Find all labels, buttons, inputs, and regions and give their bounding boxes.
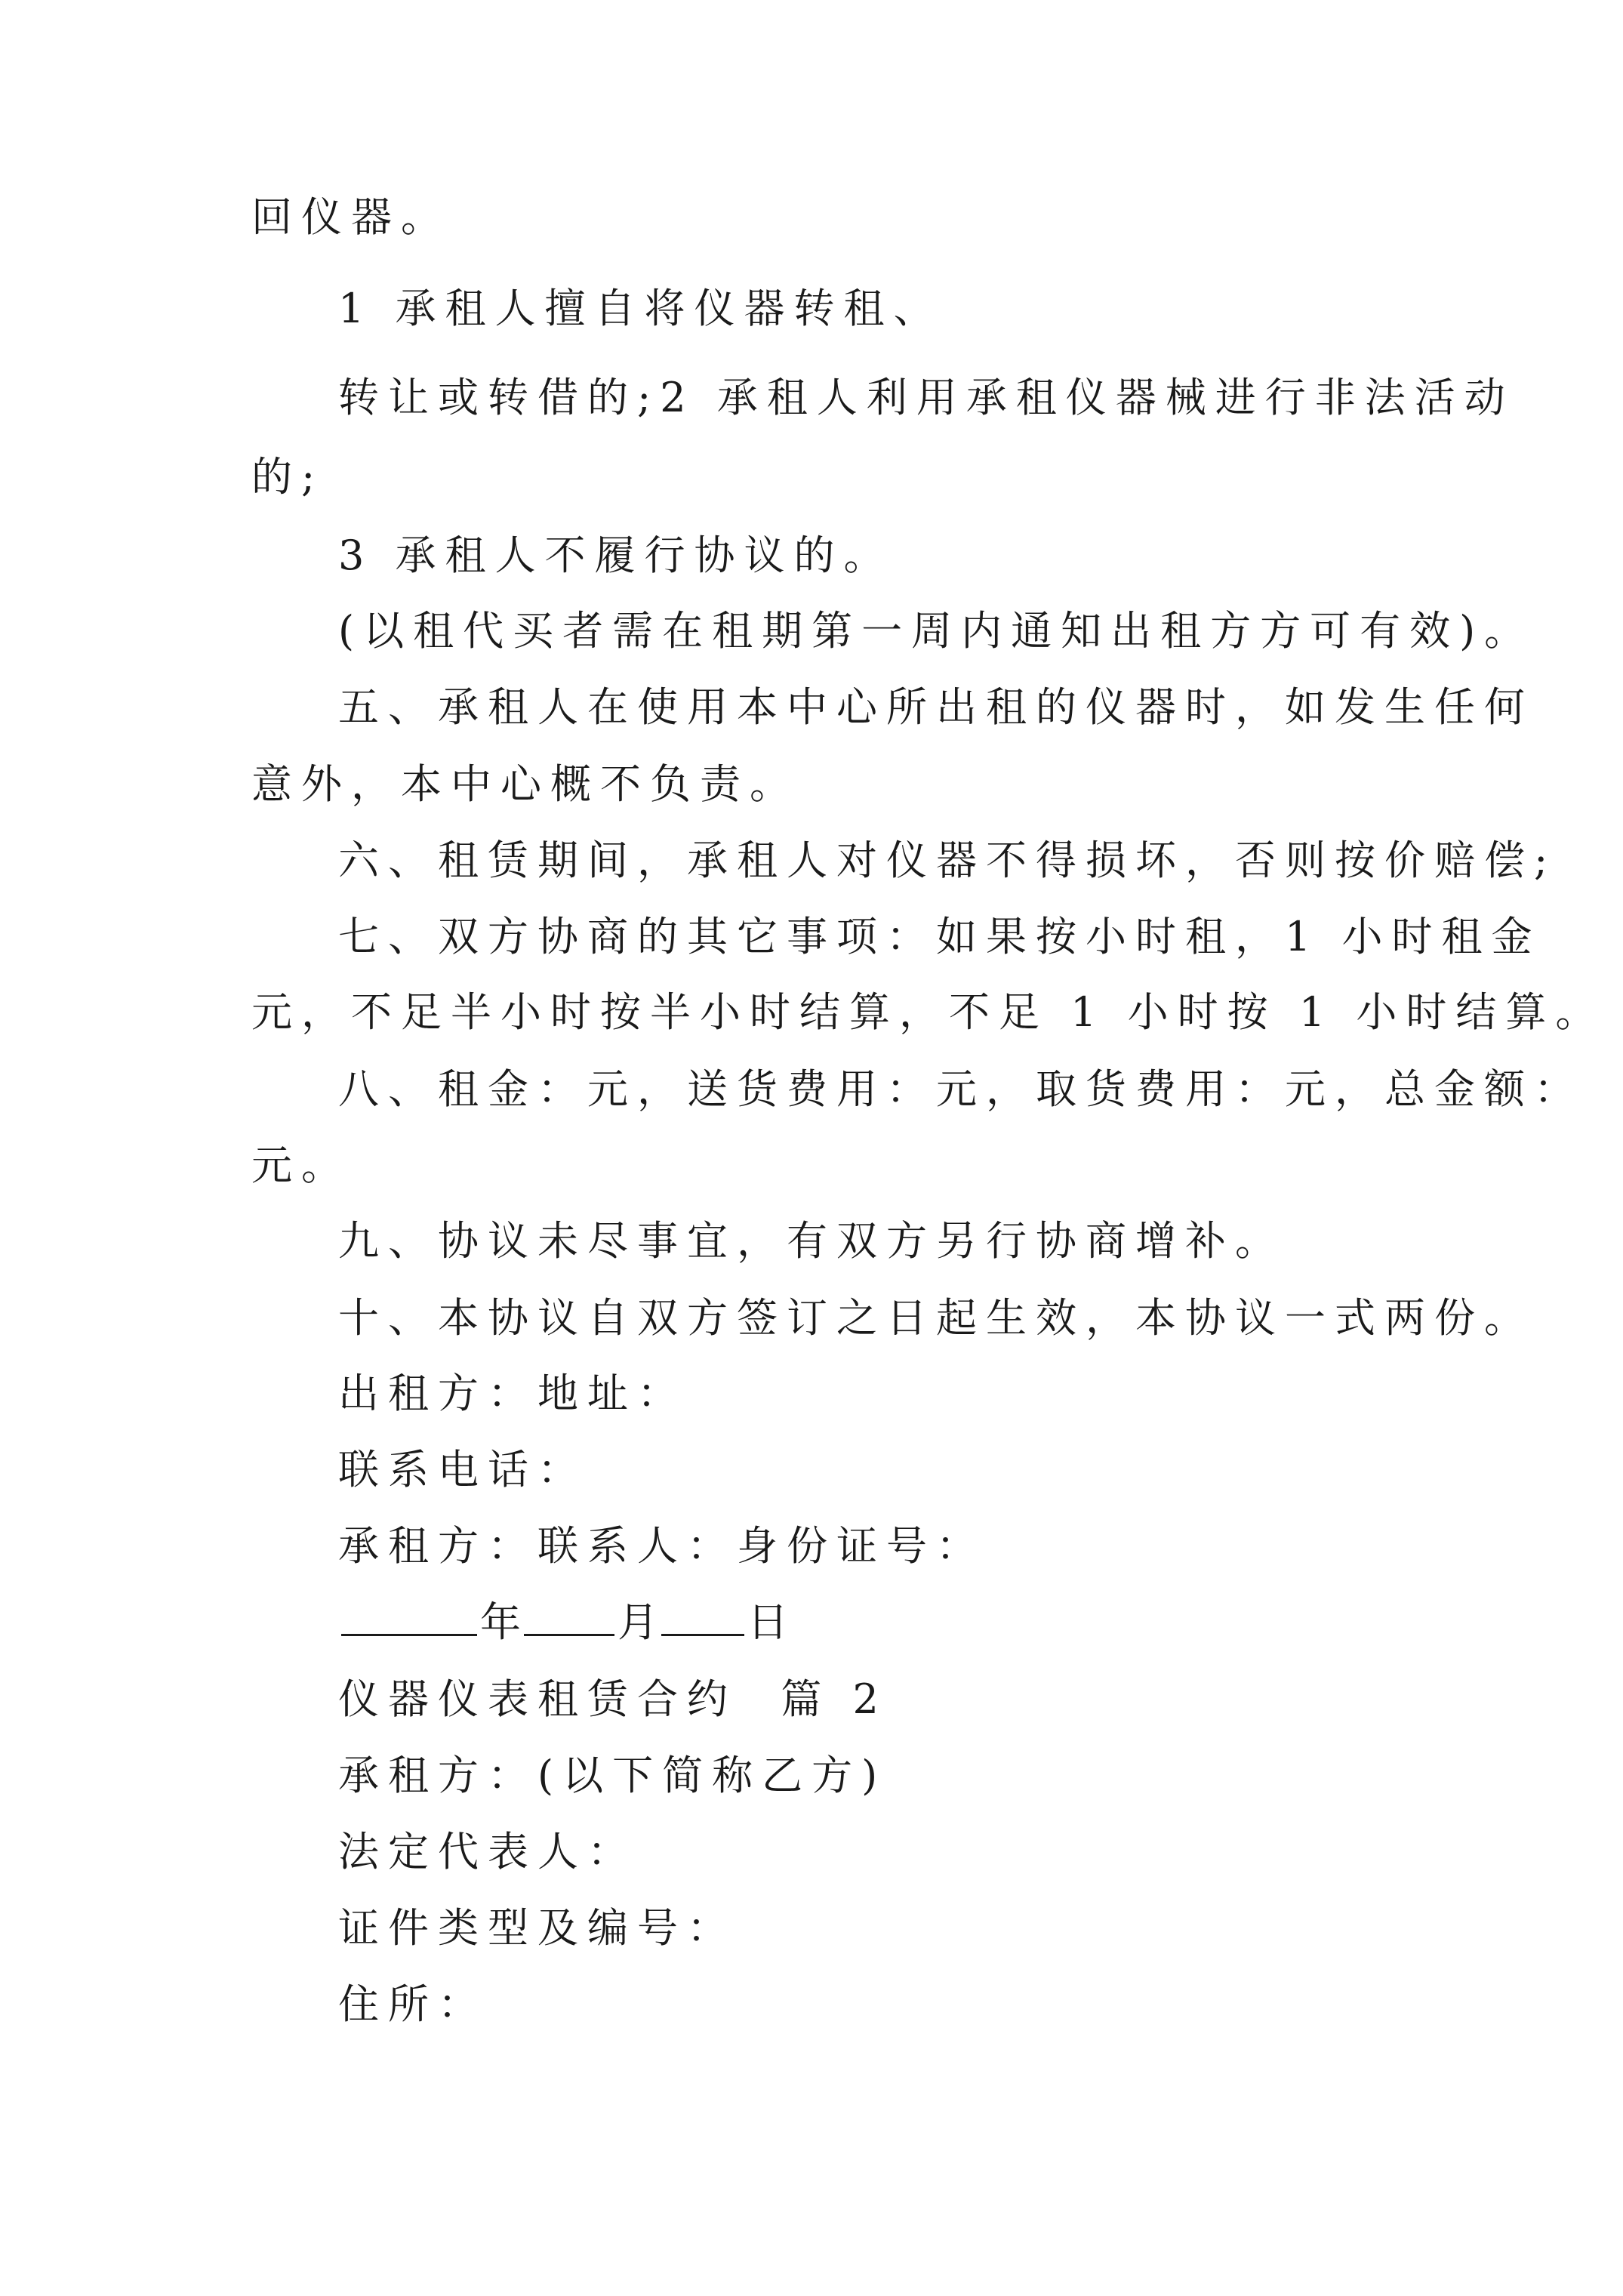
paragraph-line: 七、双方协商的其它事项：如果按小时租，1 小时租金 xyxy=(338,913,1541,960)
paragraph-line: 转让或转借的;2 承租人利用承租仪器械进行非法活动 xyxy=(338,374,1514,421)
paragraph-line: 元。 xyxy=(251,1142,351,1189)
paragraph-line: 九、协议未尽事宜，有双方另行协商增补。 xyxy=(338,1217,1285,1265)
signature-field-lessee: 承租方：联系人：身份证号： xyxy=(338,1522,986,1570)
date-line xyxy=(338,1595,788,1650)
paragraph-line: 的; xyxy=(251,453,325,501)
paragraph-line: (以租代买者需在租期第一周内通知出租方方可有效)。 xyxy=(338,607,1535,655)
paragraph-line: 回仪器。 xyxy=(251,193,451,241)
paragraph-line: 八、租金：元，送货费用：元，取货费用：元，总金额： xyxy=(338,1065,1584,1113)
paragraph-line: 元，不足半小时按半小时结算，不足 1 小时按 1 小时结算。 xyxy=(251,988,1606,1036)
paragraph-line: 六、租赁期间，承租人对仪器不得损坏，否则按价赔偿; xyxy=(338,837,1557,884)
year-blank xyxy=(341,1596,477,1636)
paragraph-line: 证件类型及编号： xyxy=(338,1904,737,1952)
paragraph-line: 承租方：(以下简称乙方) xyxy=(338,1752,887,1799)
day-label: 日 xyxy=(747,1598,788,1646)
paragraph-line: 1 承租人擅自将仪器转租、 xyxy=(338,285,944,332)
year-label: 年 xyxy=(480,1598,521,1646)
paragraph-line: 住所： xyxy=(338,1980,488,2028)
section-heading: 仪器仪表租赁合约 篇 2 xyxy=(338,1675,888,1723)
paragraph-line: 3 承租人不履行协议的。 xyxy=(338,532,894,579)
month-label: 月 xyxy=(617,1598,658,1646)
paragraph-line: 五、承租人在使用本中心所出租的仪器时，如发生任何 xyxy=(338,683,1534,731)
paragraph-line: 法定代表人： xyxy=(338,1828,637,1875)
signature-field-phone: 联系电话： xyxy=(338,1446,587,1493)
paragraph-line: 十、本协议自双方签订之日起生效，本协议一式两份。 xyxy=(338,1294,1534,1342)
month-blank xyxy=(524,1596,614,1636)
signature-field-lessor: 出租方：地址： xyxy=(338,1370,687,1417)
paragraph-line: 意外，本中心概不负责。 xyxy=(251,760,799,808)
day-blank xyxy=(661,1596,744,1636)
